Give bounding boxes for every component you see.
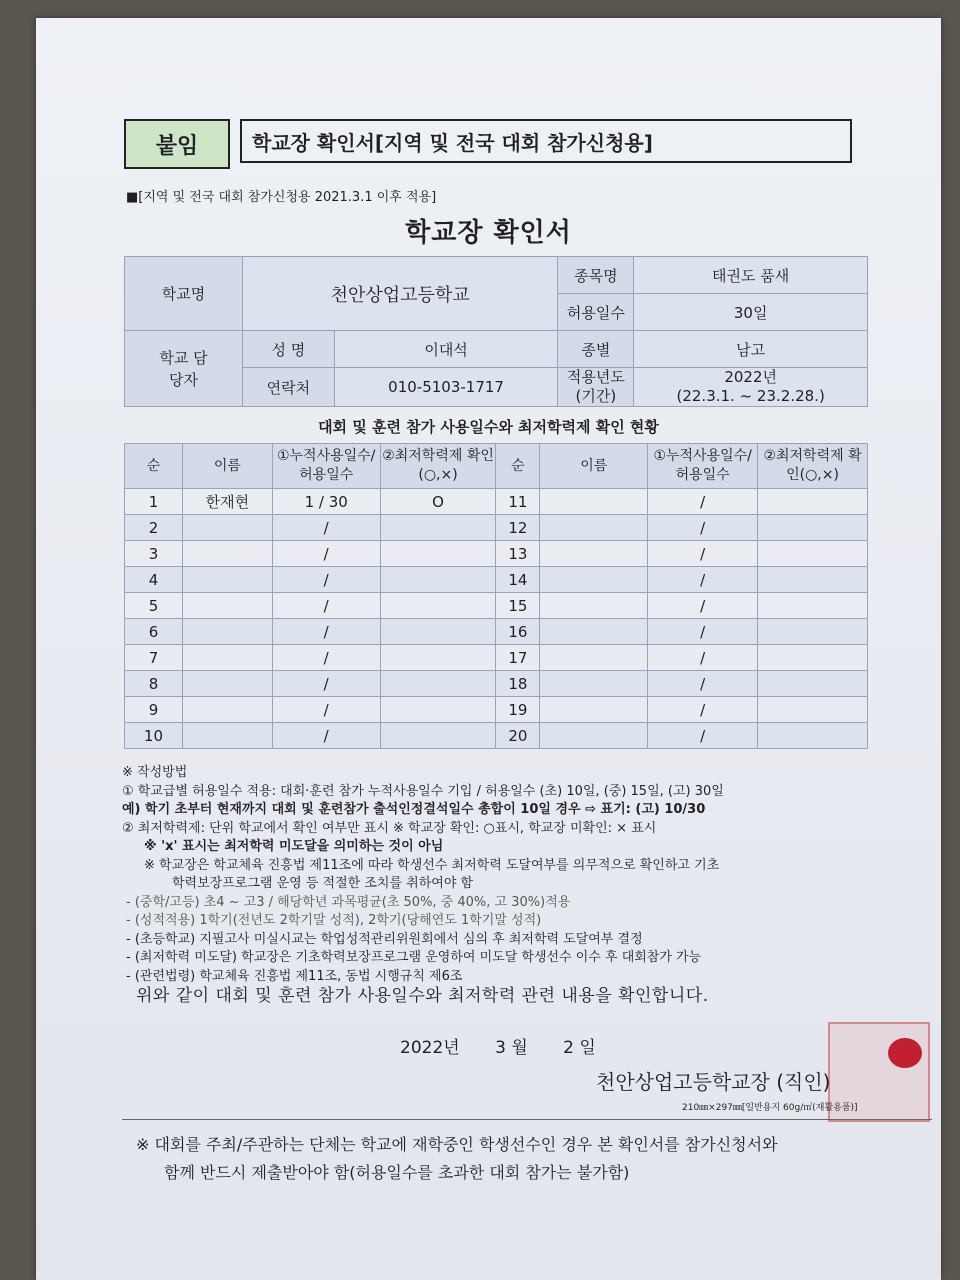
table-cell-name	[540, 567, 648, 593]
table-cell-check	[758, 489, 868, 515]
table-cell-check	[380, 619, 496, 645]
table-cell-check	[758, 567, 868, 593]
name-value: 이대석	[334, 331, 558, 368]
table-cell-no: 3	[125, 541, 183, 567]
table-cell-no: 9	[125, 697, 183, 723]
table-cell-days: /	[648, 619, 758, 645]
instructions	[122, 764, 912, 986]
document-title: 학교장 확인서	[405, 218, 572, 248]
table-cell-no: 11	[496, 489, 540, 515]
school-value: 천안상업고등학교	[242, 257, 557, 331]
table-cell-name	[182, 515, 272, 541]
table-cell-name	[540, 619, 648, 645]
header-cell: ①누적사용일수/허용일수	[648, 444, 758, 489]
header-cell: 이름	[540, 444, 648, 489]
table-cell-name	[540, 723, 648, 749]
table-cell-days: /	[272, 515, 380, 541]
table-cell-days: /	[272, 593, 380, 619]
instruction-line: - (관련법령) 학교체육 진흥법 제11조, 동법 시행규칙 제6조	[126, 968, 463, 984]
date-day: 2 일	[563, 1038, 596, 1058]
table-cell-name	[182, 619, 272, 645]
header-row	[124, 119, 852, 169]
instruction-line: ① 학교급별 허용일수 적용: 대회·훈련 참가 누적사용일수 기입 / 허용일수 (초) 10일, (중) 15일, (고) 30일	[122, 783, 724, 799]
period-value: (22.3.1. ~ 23.2.28.)	[676, 387, 825, 405]
table-cell-check	[758, 697, 868, 723]
table-cell-days: /	[648, 489, 758, 515]
status-table	[124, 443, 868, 749]
table-cell-name	[540, 593, 648, 619]
table-cell-check	[758, 671, 868, 697]
table-cell-check	[758, 619, 868, 645]
table-cell-days: /	[272, 567, 380, 593]
table-cell-days: /	[648, 671, 758, 697]
table-cell-name	[182, 723, 272, 749]
table-cell-no: 7	[125, 645, 183, 671]
table-row	[125, 697, 868, 723]
table-cell-days: /	[272, 541, 380, 567]
table-cell-no: 8	[125, 671, 183, 697]
table-cell-days: /	[648, 723, 758, 749]
table-cell-check: O	[380, 489, 496, 515]
table-cell-check	[380, 723, 496, 749]
table-cell-check	[380, 697, 496, 723]
header-cell: 순	[125, 444, 183, 489]
table-cell-no: 16	[496, 619, 540, 645]
header-cell: 이름	[182, 444, 272, 489]
table-cell-check	[380, 593, 496, 619]
table-cell-no: 5	[125, 593, 183, 619]
table-cell-name	[540, 489, 648, 515]
table-cell-name	[182, 645, 272, 671]
issue-date	[400, 1033, 596, 1058]
name-label: 성 명	[242, 331, 334, 368]
table-cell-days: /	[272, 645, 380, 671]
table-cell-check	[758, 723, 868, 749]
table-cell-check	[380, 541, 496, 567]
bottom-note-line: 함께 반드시 제출받아야 함(허용일수를 초과한 대회 참가는 불가함)	[164, 1163, 630, 1182]
bottom-note	[136, 1131, 926, 1187]
instruction-line: - (중학/고등) 초4 ~ 고3 / 해당학년 과목평균(초 50%, 중 40%, 고 30%)적용	[126, 894, 571, 910]
table-cell-name	[540, 697, 648, 723]
confirm-text: 위와 같이 대회 및 훈련 참가 사용일수와 최저학력 관련 내용을 확인합니다.	[136, 986, 709, 1006]
table-cell-name	[540, 671, 648, 697]
table-cell-name	[182, 541, 272, 567]
table-cell-no: 14	[496, 567, 540, 593]
paper-spec: 210㎜×297㎜[일반용지 60g/㎡(재활용품)]	[682, 1103, 858, 1113]
gender-label: 종별	[558, 331, 634, 368]
gender-value: 남고	[634, 331, 868, 368]
instruction-line: ※ 'x' 표시는 최저학력 미도달을 의미하는 것이 아님	[144, 839, 444, 854]
instruction-line: 학력보장프로그램 운영 등 적절한 조치를 취하여야 함	[172, 876, 474, 891]
table-cell-no: 20	[496, 723, 540, 749]
table-row	[125, 619, 868, 645]
instruction-line: - (최저학력 미도달) 학교장은 기초학력보장프로그램 운영하여 미도달 학생선수 이수 후 대회참가 가능	[126, 950, 702, 965]
table-cell-days: /	[648, 697, 758, 723]
event-label: 종목명	[558, 257, 634, 294]
table-cell-no: 18	[496, 671, 540, 697]
table-cell-no: 1	[125, 489, 183, 515]
table-cell-days: /	[272, 619, 380, 645]
instruction-line: 예) 학기 초부터 현재까지 대회 및 훈련참가 출석인정결석일수 총합이 10일 경우 ⇨ 표기: (고) 10/30	[122, 802, 706, 817]
seal-ink-mark	[888, 1038, 922, 1068]
table-row	[125, 645, 868, 671]
table-cell-no: 6	[125, 619, 183, 645]
date-year: 2022년	[400, 1038, 460, 1058]
table-cell-no: 17	[496, 645, 540, 671]
table-cell-days: /	[648, 567, 758, 593]
table-cell-days: /	[648, 593, 758, 619]
table-cell-days: 1 / 30	[272, 489, 380, 515]
table-cell-no: 12	[496, 515, 540, 541]
table-cell-no: 4	[125, 567, 183, 593]
table-cell-name: 한재현	[182, 489, 272, 515]
manager-label: 학교 담당자	[125, 331, 243, 407]
table-cell-check	[758, 515, 868, 541]
table-cell-days: /	[648, 645, 758, 671]
event-value: 태권도 품새	[634, 257, 868, 294]
table-cell-name	[540, 515, 648, 541]
allow-days-label: 허용일수	[558, 294, 634, 331]
header-cell: 순	[496, 444, 540, 489]
table-cell-days: /	[272, 697, 380, 723]
table-cell-days: /	[648, 515, 758, 541]
table-row	[125, 515, 868, 541]
table-cell-check	[380, 515, 496, 541]
section-title: 대회 및 훈련 참가 사용일수와 최저학력제 확인 현황	[318, 418, 659, 436]
table-row	[125, 723, 868, 749]
instruction-line: ※ 작성방법	[122, 765, 188, 780]
instruction-line: - (초등학교) 지필고사 미실시교는 학업성적관리위원회에서 심의 후 최저학력 도달여부 결정	[126, 931, 643, 947]
table-cell-check	[380, 671, 496, 697]
table-cell-no: 15	[496, 593, 540, 619]
document-sheet	[36, 18, 941, 1280]
table-cell-name	[540, 645, 648, 671]
table-cell-days: /	[272, 723, 380, 749]
table-cell-days: /	[648, 541, 758, 567]
applicability-note: ■[지역 및 전국 대회 참가신청용 2021.3.1 이후 적용]	[126, 190, 437, 205]
instruction-line: ※ 학교장은 학교체육 진흥법 제11조에 따라 학생선수 최저학력 도달여부를 의무적으로 확인하고 기초	[144, 857, 720, 873]
table-cell-name	[182, 567, 272, 593]
table-row	[125, 593, 868, 619]
table-cell-no: 2	[125, 515, 183, 541]
attachment-tag: 붙임	[124, 119, 230, 169]
header-cell: ②최저학력제 확인(○,×)	[380, 444, 496, 489]
table-cell-check	[758, 645, 868, 671]
contact-value: 010-5103-1717	[334, 368, 558, 407]
table-cell-check	[380, 567, 496, 593]
year-cell	[634, 368, 868, 407]
instruction-line: ② 최저학력제: 단위 학교에서 확인 여부만 표시 ※ 학교장 확인: ○표시, 학교장 미확인: × 표시	[122, 820, 657, 836]
allow-days-value: 30일	[634, 294, 868, 331]
bottom-note-line: ※ 대회를 주최/주관하는 단체는 학교에 재학중인 학생선수인 경우 본 확인서를 참가신청서와	[136, 1135, 778, 1154]
date-month: 3 월	[495, 1038, 528, 1058]
table-cell-days: /	[272, 671, 380, 697]
table-cell-check	[380, 645, 496, 671]
year-value: 2022년	[724, 368, 777, 386]
divider	[122, 1119, 932, 1120]
table-cell-name	[182, 671, 272, 697]
table-cell-name	[182, 697, 272, 723]
school-label: 학교명	[125, 257, 243, 331]
year-label: 적용년도 (기간)	[558, 368, 634, 407]
table-row	[125, 541, 868, 567]
table-row	[125, 489, 868, 515]
header-title: 학교장 확인서[지역 및 전국 대회 참가신청용]	[240, 119, 852, 163]
table-cell-no: 19	[496, 697, 540, 723]
contact-label: 연락처	[242, 368, 334, 407]
principal-signature: 천안상업고등학교장 (직인)	[596, 1070, 831, 1094]
header-cell: ①누적사용일수/허용일수	[272, 444, 380, 489]
table-row	[125, 671, 868, 697]
table-row	[125, 567, 868, 593]
header-cell: ②최저학력제 확인(○,×)	[758, 444, 868, 489]
table-cell-no: 13	[496, 541, 540, 567]
table-cell-name	[182, 593, 272, 619]
table-cell-check	[758, 541, 868, 567]
table-cell-name	[540, 541, 648, 567]
table-cell-check	[758, 593, 868, 619]
info-table	[124, 256, 868, 407]
instruction-line: - (성적적용) 1학기(전년도 2학기말 성적), 2학기(당해연도 1학기말 성적)	[126, 913, 542, 928]
table-cell-no: 10	[125, 723, 183, 749]
